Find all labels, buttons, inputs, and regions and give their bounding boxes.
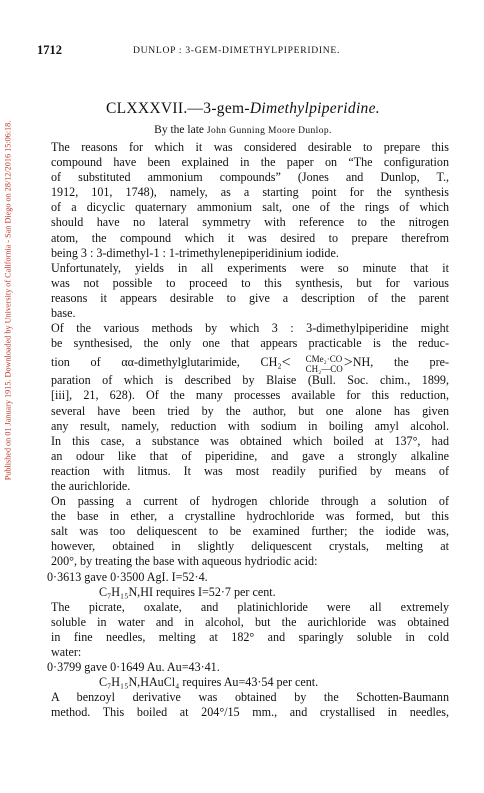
text-line: an odour like that of piperidine, and gave a strongly alkaline [51,448,449,463]
paragraph-yields [37,261,449,321]
analysis-required: C₇H₁₅N,HI requires I=52·7 per cent. [99,584,276,599]
text-line: however, obtained in slightly deliquescent crystals, melting at [51,539,449,554]
author-name: John Gunning Moore Dunlop. [206,126,332,136]
text-line: Of the various methods by which 3 : 3-dimethylpiperidine might [51,321,449,336]
text-line: was not possible to proceed to this synthesis, but for various [51,275,449,290]
text-line: On passing a current of hydrogen chloride through a solution of [51,494,449,509]
text-line: compound have been explained in the paper on “The configuration [51,155,449,170]
text-line: [iii], 21, 628). Of the many processes available for this reduction, [51,388,449,403]
analysis-found: 0·3799 gave 0·1649 Au. Au=43·41. [47,660,220,675]
text-line: method. This boiled at 204°/15 mm., and crystallised in needles, [51,705,449,720]
byline-pre: By the late [154,124,207,136]
paragraph-hydrochloride [37,494,449,569]
formula-line [37,351,449,373]
running-header [37,43,449,57]
text-line: 200°, by treating the base with aqueous hydriodic acid: [51,554,318,569]
body-text [37,140,449,720]
text-line: of a dicyclic quaternary ammonium salt, one of the rings of which [51,200,449,215]
download-notice [1,30,15,570]
ring-formula [292,354,343,374]
formula-post: NH, the pre- [352,355,449,370]
formula-pre: tion of αα-dimethylglutarimide, CH₂ [51,355,282,370]
text-line: Unfortunately, yields in all experiments were so minute that it [51,260,449,275]
text-line: base. [51,306,76,321]
text-line: The picrate, oxalate, and platinichloride were all extremely [51,599,449,614]
analysis-found: 0·3613 gave 0·3500 AgI. I=52·4. [47,569,208,584]
text-line: salt was too deliquescent to be examined further; the iodide was, [51,524,449,539]
title-prefix: CLXXXVII.—3-gem- [106,100,250,117]
paragraph-reasons [37,140,449,261]
paragraph-salts [37,600,449,660]
text-line: In this case, a substance was obtained which boiled at 137°, had [51,433,449,448]
text-line: should have no lateral symmetry with reference to the nitrogen [51,215,449,230]
text-line: paration of which is described by Blaise (Bull. Soc. chim., 1899, [51,373,449,388]
text-line: of substituted ammonium compounds” (Jones and Dunlop, T., [51,170,449,185]
article-title [37,100,449,118]
bracket-close: > [343,354,353,372]
bracket-open: < [281,354,291,372]
running-head-title: DUNLOP : 3-GEM-DIMETHYLPIPERIDINE. [133,45,341,56]
text-line: reaction with litmus. It was most readily purified by means of [51,463,449,478]
ring-bottom: CH₂—CO [305,363,343,374]
text-line: 1912, 101, 1748), namely, as a starting point for the synthesis [51,185,449,200]
text-line: The reasons for which it was considered desirable to prepare this [51,140,449,154]
text-line: the base in ether, a crystalline hydrochloride was formed, but this [51,509,449,524]
text-line: A benzoyl derivative was obtained by the Schotten-Baumann [51,690,449,705]
text-line: in fine needles, melting at 182° and sparingly soluble in cold [51,629,449,644]
text-line: being 3 : 3-dimethyl-1 : 1-trimethylenepiperidinium iodide. [51,245,339,260]
byline [37,124,449,136]
text-line: reasons it appears desirable to give a description of the parent [51,290,449,305]
paragraph-benzoyl [37,690,449,720]
ring-top: CMe₂·CO [305,353,343,364]
page-number: 1712 [37,43,62,57]
paragraph-methods [37,321,449,494]
text-line: water: [51,645,82,659]
text-line: soluble in water and in alcohol, but the aurichloride was obtained [51,614,449,629]
text-line: any result, namely, reduction with sodium in boiling amyl alcohol. [51,418,449,433]
title-italic: Dimethylpiperidine. [249,100,380,117]
download-notice-text: Published on 01 January 1915. Downloaded by University of California - San Diego on 28/12/2016 15:06:18. [3,120,13,480]
text-line: several have been tried by the author, but one alone has given [51,403,449,418]
text-line: the aurichloride. [51,478,131,493]
analysis-required: C₇H₁₅N,HAuCl₄ requires Au=43·54 per cent. [99,675,319,690]
text-line: atom, the compound which it was desired to prepare therefrom [51,230,449,245]
text-line: be synthesised, the only one that appears practicable is the reduc- [51,336,449,351]
